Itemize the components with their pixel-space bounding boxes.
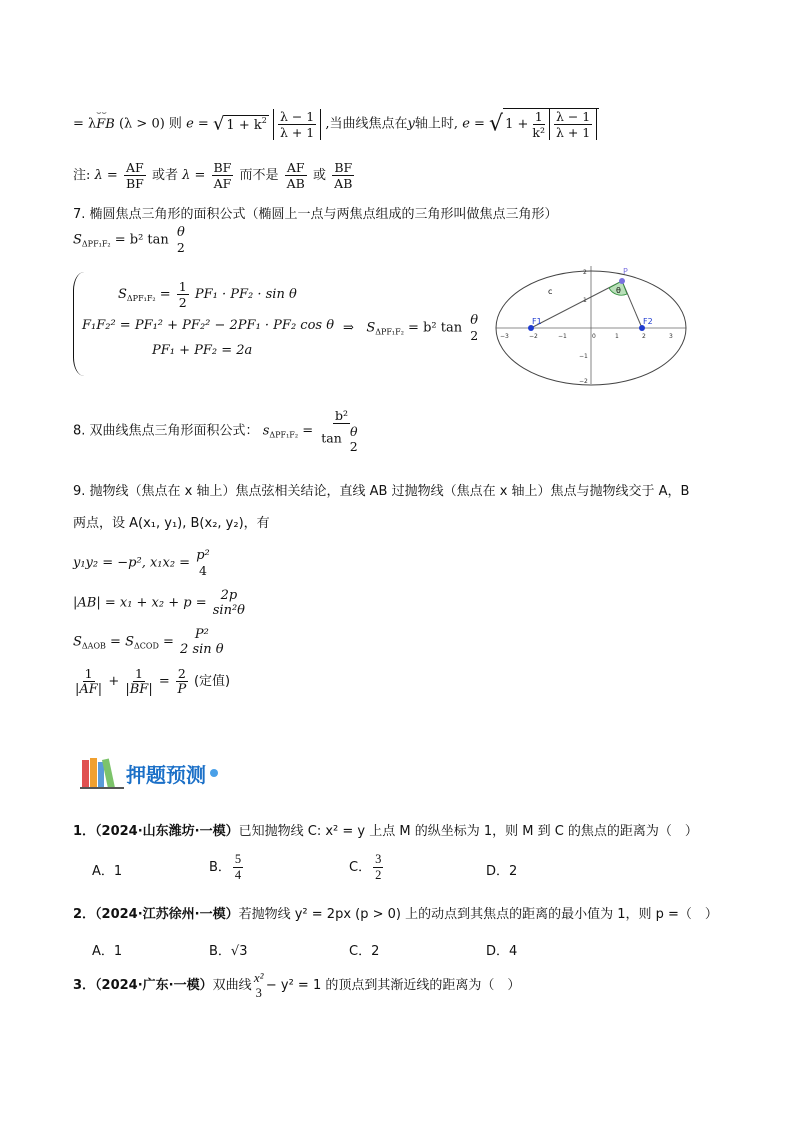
- q1-option-d[interactable]: D．2: [486, 864, 518, 879]
- x-tick: 2: [642, 333, 646, 340]
- ellipse-area-formula: $S_{\Delta PF_1F_2} = b^2$ tan θ 2: [73, 225, 185, 255]
- x-tick: −2: [529, 333, 538, 340]
- x-tick: 0: [592, 333, 596, 340]
- item-7-title: 7. 椭圆焦点三角形的面积公式（椭圆上一点与两焦点组成的三角形叫做焦点三角形）: [73, 207, 558, 222]
- parabola-formula-4: $\frac{1}{|AF|}$ + $\frac{1}{|BF|}$ = $\frac{2}{P}$ (定值): [75, 666, 231, 697]
- q2-option-d[interactable]: D．4: [486, 944, 518, 959]
- parabola-formula-3: $S_{\Delta AOB} = S_{\Delta COD}$ = P² 2 sin θ: [73, 627, 224, 657]
- label-f2: F2: [643, 317, 653, 326]
- point-p: [619, 278, 625, 284]
- section-title: 押题预测: [126, 762, 206, 787]
- q2-option-c[interactable]: C．2: [349, 944, 380, 959]
- label-c: c: [548, 287, 553, 296]
- eccentricity-formula-line: = λ ⌣⌣ FB (λ > 0) 则 e = √ $1 + k^2$ $\frac{\lambda - 1}{\lambda + 1}$ ,当曲线焦点在y轴上时, e = √ 1 + $\frac{1}{\text{k²}}$ $\frac{\lambda - 1}{\lambda + 1}$: [73, 108, 599, 140]
- q1-option-b[interactable]: B． $\frac{5}{4}$: [209, 852, 242, 882]
- parabola-formula-2: |AB| = x₁ + x₂ + p = 2p sin²θ: [73, 588, 245, 618]
- question-1: 1．（2024·山东潍坊·一模）已知抛物线 C: x² = y 上点 M 的纵坐标为 1，则 M 到 C 的焦点的距离为（ ）: [73, 824, 698, 839]
- system-line-3: PF₁ + PF₂ = 2a: [152, 343, 253, 358]
- item-9-line-2: 两点，设 A(x₁, y₁), B(x₂, y₂)，有: [73, 516, 270, 531]
- ellipse-focal-triangle-graph: [492, 262, 690, 386]
- x-tick: 1: [615, 333, 619, 340]
- section-heading: [80, 756, 218, 790]
- books-icon: [80, 756, 124, 790]
- q2-option-b[interactable]: B．√3: [209, 944, 248, 959]
- system-line-1: $S_{\Delta PF_1F_2}$ = $\frac{1}{2}$ PF₁ · PF₂ · sin θ: [118, 279, 297, 310]
- item-8-hyperbola-area: 8. 双曲线焦点三角形面积公式： $s_{\Delta PF_1F_2}$ = b² tan θ 2: [73, 408, 358, 454]
- question-2: 2．（2024·江苏徐州·一模）若抛物线 y² = 2px (p > 0) 上的动点到其焦点的距离的最小值为 1，则 p =（ ）: [73, 907, 718, 922]
- label-f1: F1: [532, 317, 542, 326]
- ratio-note-line: 注: λ = $\frac{AF}{BF}$ 或者 λ = $\frac{BF}{AF}$ 而不是 $\frac{AF}{AB}$ 或 $\frac{BF}{AB}$: [73, 160, 353, 191]
- y-tick: 2: [583, 269, 587, 276]
- system-conclusion: ⇒ $S_{\Delta PF_1F_2} = b^2$ tan θ 2: [343, 313, 479, 343]
- question-3: 3．（2024·广东·一模）双曲线 x² 3 − y² = 1 的顶点到其渐近线的距离为（ ）: [73, 970, 521, 1000]
- label-theta: θ: [616, 286, 621, 295]
- x-tick: −1: [558, 333, 567, 340]
- x-tick: 3: [669, 333, 673, 340]
- q1-option-c[interactable]: C． $\frac{3}{2}$: [349, 852, 382, 882]
- q1-option-a[interactable]: A．1: [92, 864, 123, 879]
- item-9-line-1: 9. 抛物线（焦点在 x 轴上）焦点弦相关结论，直线 AB 过抛物线（焦点在 x 轴上）焦点与抛物线交于 A，B: [73, 484, 690, 499]
- y-tick: 1: [583, 297, 587, 304]
- y-tick: −2: [579, 378, 588, 385]
- parabola-formula-1: y₁y₂ = −p², x₁x₂ = p² 4: [73, 548, 210, 578]
- y-tick: −1: [579, 353, 588, 360]
- system-line-2: F₁F₂² = PF₁² + PF₂² − 2PF₁ · PF₂ cos θ: [82, 318, 335, 333]
- q2-option-a[interactable]: A．1: [92, 944, 123, 959]
- x-tick: −3: [500, 333, 509, 340]
- label-p: P: [623, 267, 628, 276]
- dot-icon: [210, 769, 218, 777]
- segment-f1-p: [531, 281, 622, 328]
